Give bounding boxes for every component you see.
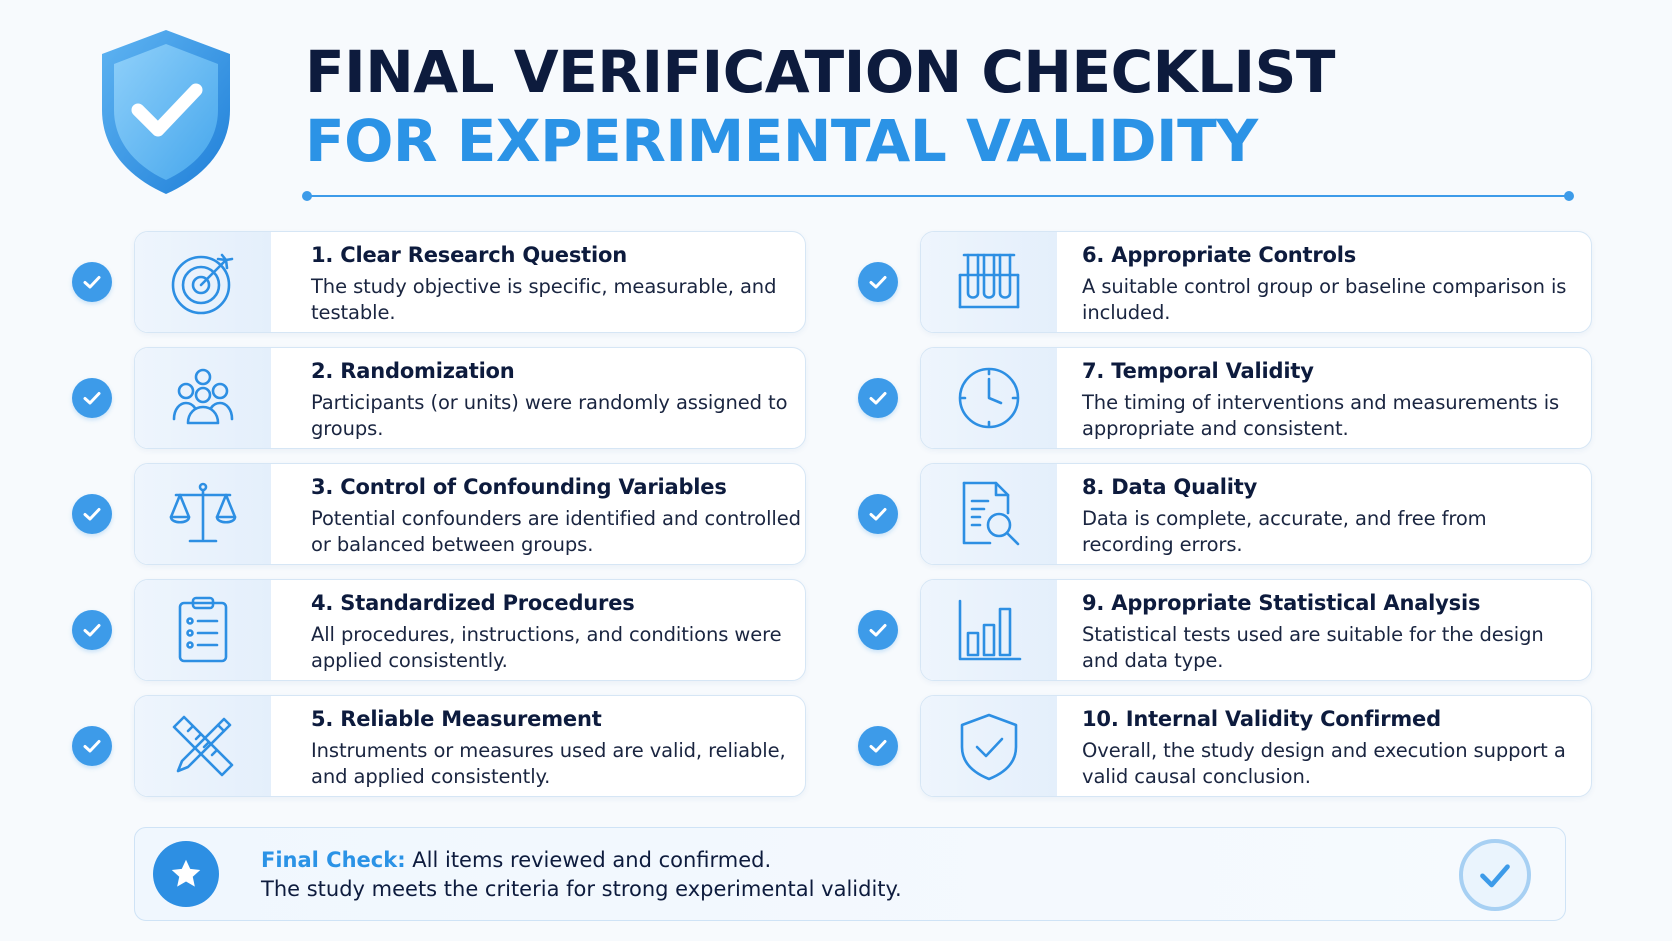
- clipboard-list-icon: [135, 580, 271, 680]
- checklist-item-9: [920, 579, 1592, 681]
- page-title: FINAL VERIFICATION CHECKLIST: [305, 38, 1335, 106]
- clock-icon: [921, 348, 1057, 448]
- final-check-line1: All items reviewed and confirmed.: [405, 848, 772, 872]
- checklist-item-1: [134, 231, 806, 333]
- shield-check-icon: [921, 696, 1057, 796]
- item-description: All procedures, instructions, and conditions were applied consistently.: [311, 623, 782, 672]
- item-description: Overall, the study design and execution support a valid causal conclusion.: [1082, 739, 1566, 788]
- star-icon: [153, 841, 219, 907]
- balance-scale-icon: [135, 464, 271, 564]
- final-check-banner: [134, 827, 1566, 921]
- checklist-item-3: [134, 463, 806, 565]
- item-title: 6. Appropriate Controls: [1082, 243, 1357, 267]
- item-title: 8. Data Quality: [1082, 475, 1258, 499]
- item-title: 10. Internal Validity Confirmed: [1082, 707, 1441, 731]
- check-badge-icon: [858, 262, 898, 302]
- item-description: A suitable control group or baseline comparison is included.: [1082, 275, 1567, 324]
- page-subtitle: FOR EXPERIMENTAL VALIDITY: [305, 107, 1258, 175]
- checklist-item-2: [134, 347, 806, 449]
- test-tubes-icon: [921, 232, 1057, 332]
- item-description: The study objective is specific, measurable, and testable.: [311, 275, 777, 324]
- checklist-item-6: [920, 231, 1592, 333]
- item-title: 3. Control of Confounding Variables: [311, 475, 727, 499]
- check-badge-icon: [858, 494, 898, 534]
- item-description: Potential confounders are identified and controlled or balanced between groups.: [311, 507, 801, 556]
- item-description: Data is complete, accurate, and free from recording errors.: [1082, 507, 1487, 556]
- checklist-item-7: [920, 347, 1592, 449]
- shield-check-logo-icon: [96, 26, 236, 198]
- final-check-line2: The study meets the criteria for strong experimental validity.: [261, 877, 902, 901]
- bar-chart-icon: [921, 580, 1057, 680]
- check-badge-icon: [72, 610, 112, 650]
- check-badge-icon: [858, 726, 898, 766]
- check-badge-icon: [858, 610, 898, 650]
- item-description: Instruments or measures used are valid, reliable, and applied consistently.: [311, 739, 786, 788]
- target-icon: [135, 232, 271, 332]
- check-badge-icon: [72, 378, 112, 418]
- checklist-item-10: [920, 695, 1592, 797]
- item-title: 7. Temporal Validity: [1082, 359, 1314, 383]
- document-search-icon: [921, 464, 1057, 564]
- checklist-item-4: [134, 579, 806, 681]
- item-title: 9. Appropriate Statistical Analysis: [1082, 591, 1481, 615]
- final-check-text: [261, 848, 771, 872]
- item-description: Participants (or units) were randomly assigned to groups.: [311, 391, 788, 440]
- title-divider: [306, 195, 1570, 197]
- item-title: 1. Clear Research Question: [311, 243, 627, 267]
- check-badge-icon: [858, 378, 898, 418]
- check-badge-icon: [72, 726, 112, 766]
- item-title: 2. Randomization: [311, 359, 515, 383]
- ruler-pencil-icon: [135, 696, 271, 796]
- check-circle-icon: [1459, 839, 1531, 911]
- item-title: 4. Standardized Procedures: [311, 591, 635, 615]
- item-description: The timing of interventions and measurements is appropriate and consistent.: [1082, 391, 1560, 440]
- people-group-icon: [135, 348, 271, 448]
- checklist-item-5: [134, 695, 806, 797]
- final-check-label: Final Check:: [261, 848, 406, 872]
- check-badge-icon: [72, 262, 112, 302]
- item-title: 5. Reliable Measurement: [311, 707, 602, 731]
- item-description: Statistical tests used are suitable for the design and data type.: [1082, 623, 1544, 672]
- check-badge-icon: [72, 494, 112, 534]
- checklist-item-8: [920, 463, 1592, 565]
